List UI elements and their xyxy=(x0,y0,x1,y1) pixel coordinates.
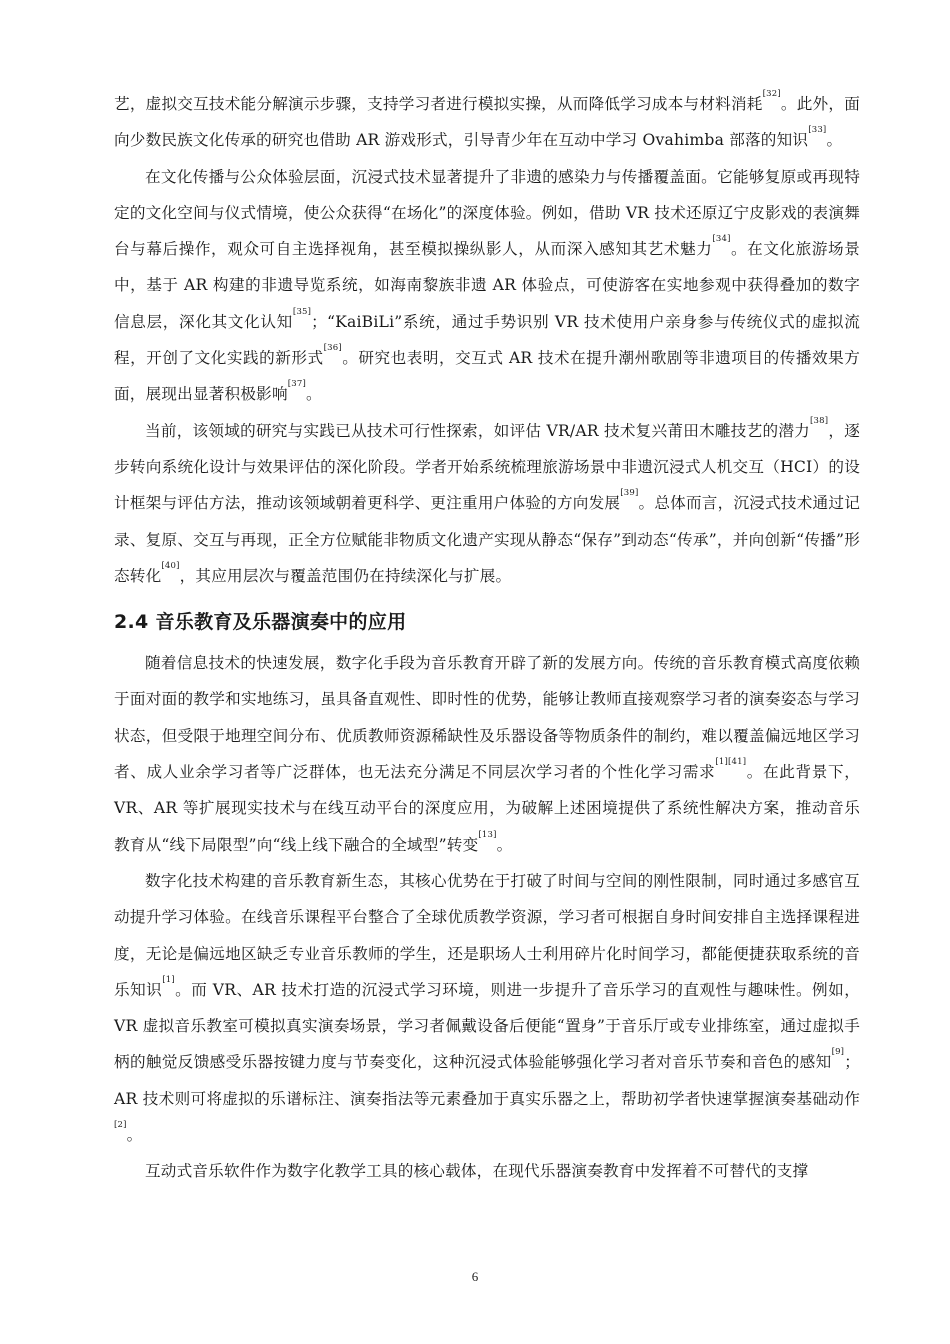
paragraph xyxy=(114,863,860,1153)
paragraph-text: ，其应用层次与覆盖范围仍在持续深化与扩展。 xyxy=(179,566,512,585)
citation-marker: [33] xyxy=(808,125,827,136)
citation-marker: [37] xyxy=(287,379,306,390)
citation-marker: [2] xyxy=(114,1120,127,1131)
paragraph-text: 。 xyxy=(126,1126,143,1145)
citation-marker: [9] xyxy=(831,1047,845,1058)
citation-marker: [35] xyxy=(292,306,312,317)
citation-marker: [38] xyxy=(810,415,829,426)
paragraph xyxy=(114,413,860,594)
paragraph-text: 。而 VR、AR 技术打造的沉浸式学习环境，则进一步提升了音乐学习的直观性与趣味性。例如，VR 虚拟音乐教室可模拟真实演奏场景，学习者佩戴设备后便能“置身”于音乐厅或专业排练室，通过虚拟手柄的触觉反馈感受乐器按键力度与节奏变化，这种沉浸式体验能够强化学习者对音乐节奏和音色的感知 xyxy=(114,980,860,1072)
paragraph-text: 。研究也表明，交互式 AR 技术在提升潮州歌剧等非遗项目的传播效果方面，展现出显著积极影响 xyxy=(114,349,860,404)
citation-marker: [39] xyxy=(620,488,639,499)
citation-marker: [36] xyxy=(323,343,342,354)
page-body xyxy=(114,86,860,1190)
paragraph-text: 。此外，面向少数民族文化传承的研究也借助 AR 游戏形式，引导青少年在互动中学习 Ovahimba 部落的知识 xyxy=(114,95,860,150)
paragraph-text: ；“KaiBiLi”系统，通过手势识别 VR 技术使用户亲身参与传统仪式的虚拟流程，开创了文化实践的新形式 xyxy=(114,312,860,368)
paragraph-text: ；AR 技术则可将虚拟的乐谱标注、演奏指法等元素叠加于真实乐器之上，帮助初学者快速掌握演奏基础动作 xyxy=(114,1053,860,1108)
paragraph-text: 数字化技术构建的音乐教育新生态，其核心优势在于打破了时间与空间的刚性限制，同时通过多感官互动提升学习体验。在线音乐课程平台整合了全球优质教学资源，学习者可根据自身时间安排自主选择课程进度，无论是偏远地区缺乏专业音乐教师的学生，还是职场人士利用碎片化时间学习，都能便捷获取系统的音乐知识 xyxy=(114,871,860,999)
paragraph-text: 艺，虚拟交互技术能分解演示步骤，支持学习者进行模拟实操，从而降低学习成本与材料消耗 xyxy=(114,95,763,113)
paragraph-text: 。在此背景下，VR、AR 等扩展现实技术与在线互动平台的深度应用，为破解上述困境提供了系统性解决方案，推动音乐教育从“线下局限型”向“线上线下融合的全域型”转变 xyxy=(114,763,860,854)
paragraph-text: 。 xyxy=(496,835,513,854)
paragraph xyxy=(114,86,860,159)
paragraph-text: 。总体而言，沉浸式技术通过记录、复原、交互与再现，正全方位赋能非物质文化遗产实现从静态“保存”到动态“传承”，并向创新“传播”形态转化 xyxy=(114,494,860,585)
paragraph xyxy=(114,159,860,413)
paragraph-text: 。 xyxy=(305,385,322,404)
paragraph xyxy=(114,1153,860,1189)
citation-marker: [32] xyxy=(762,89,781,99)
citation-marker: [13] xyxy=(478,829,497,840)
citation-marker: [40] xyxy=(161,560,180,571)
paragraph-text: 在文化传播与公众体验层面，沉浸式技术显著提升了非遗的感染力与传播覆盖面。它能够复原或再现特定的文化空间与仪式情境，使公众获得“在场化”的深度体验。例如，借助 VR 技术还原辽宁皮影戏的表演舞台与幕后操作，观众可自主选择视角，甚至模拟操纵影人，从而深入感知其艺术魅力 xyxy=(114,167,860,259)
paragraph xyxy=(114,645,860,863)
body-text-after-section xyxy=(114,645,860,1189)
paragraph-text: 互动式音乐软件作为数字化教学工具的核心载体，在现代乐器演奏教育中发挥着不可替代的支撑 xyxy=(145,1162,809,1181)
citation-marker: [1][41] xyxy=(715,757,747,768)
section-heading: 2.4 音乐教育及乐器演奏中的应用 xyxy=(114,611,407,634)
paragraph-text: 。在文化旅游场景中，基于 AR 构建的非遗导览系统，如海南黎族非遗 AR 体验点，可使游客在实地参观中获得叠加的数字信息层，深化其文化认知 xyxy=(114,240,860,331)
citation-marker: [1] xyxy=(162,974,175,985)
paragraph-text: ，逐步转向系统化设计与效果评估的深化阶段。学者开始系统梳理旅游场景中非遗沉浸式人机交互（HCI）的设计框架与评估方法，推动该领域朝着更科学、更注重用户体验的方向发展 xyxy=(114,421,860,513)
page-number: 6 xyxy=(471,1269,479,1284)
paragraph-text: 。 xyxy=(826,131,843,150)
citation-marker: [34] xyxy=(712,234,731,245)
paragraph-text: 当前，该领域的研究与实践已从技术可行性探索，如评估 VR/AR 技术复兴莆田木雕技艺的潜力 xyxy=(145,421,811,440)
paragraph-text: 随着信息技术的快速发展，数字化手段为音乐教育开辟了新的发展方向。传统的音乐教育模式高度依赖于面对面的教学和实地练习，虽具备直观性、即时性的优势，能够让教师直接观察学习者的演奏姿态与学习状态，但受限于地理空间分布、优质教师资源稀缺性及乐器设备等物质条件的制约，难以覆盖偏远地区学习者、成人业余学习者等广泛群体，也无法充分满足不同层次学习者的个性化学习需求 xyxy=(114,654,860,782)
body-text-before-section xyxy=(114,86,860,594)
